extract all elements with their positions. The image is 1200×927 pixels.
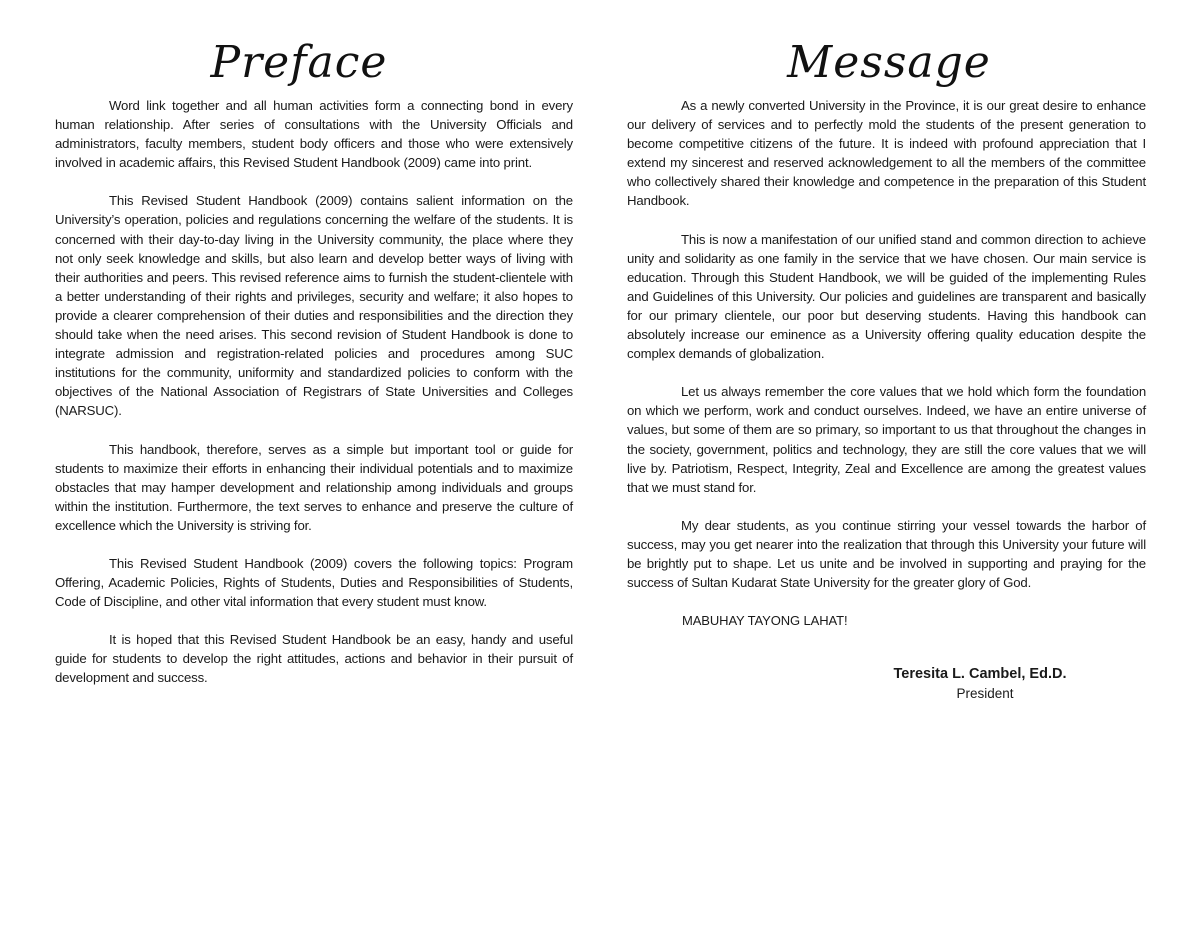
message-paragraph-1: As a newly converted University in the Province, it is our great desire to enhance our delivery of services and to perfectly mold the students of the present generation to become competitive citizens of the future. It is indeed with profound appreciation that I extend my sincerest and reserved acknowledgement to all the members of the committee who collectively shared their knowledge and competence in the preparation of this Student Handbook. — [627, 98, 1146, 209]
preface-paragraph-4: This Revised Student Handbook (2009) covers the following topics: Program Offering, Academic Policies, Rights of Students, Duties and Responsibilities of Students, Code of Discipline, and other vital information that every student must know. — [55, 555, 573, 610]
message-paragraph-3: Let us always remember the core values that we hold which form the foundation on which we perform, work and conduct ourselves. Indeed, we have an entire universe of values, but some of them are so primary, so important to us that throughout the changes in the society, government, politics and technology, they are still the core values that we will live by. Patriotism, Respect, Integrity, Zeal and Excellence are among the greatest values that we must stand for. — [627, 384, 1146, 495]
message-section — [627, 34, 1146, 630]
preface-paragraph-1: Word link together and all human activities form a connecting bond in every human relationship. After series of consultations with the University Officials and administrators, faculty members, student body officers and those who were extensively involved in academic affairs, this Revised Student Handbook (2009) came into print. — [55, 98, 573, 171]
preface-paragraph-2: This Revised Student Handbook (2009) contains salient information on the University’s operation, policies and regulations concerning the welfare of the students. It is concerned with their day-to-day living in the University community, the place where they not only seek knowledge and skills, but also learn and develop better ways of living with their authorities and peers. This revised reference aims to furnish the student-clientele with a better understanding of their rights and privileges, security and welfare; it also hopes to provide a clearer comprehension of their duties and responsibilities and the direction they should take when the need arises. This second revision of Student Handbook is done to integrate admission and registration-related policies and procedures among SUC institutions for the community, uniformity and standardized policies to conform with the objectives of the National Association of Registrars of State Universities and Colleges (NARSUC). — [55, 193, 573, 419]
message-paragraph-4: My dear students, as you continue stirring your vessel towards the harbor of success, may you get nearer into the realization that through this University your future will be brightly put to shape. Let us unite and be involved in supporting and praying for the success of Sultan Kudarat State University for the greater glory of God. — [627, 517, 1146, 591]
signatory-title: President — [956, 686, 1014, 701]
preface-paragraph-3: This handbook, therefore, serves as a simple but important tool or guide for students to maximize their efforts in enhancing their individual potentials and to maximize obstacles that may hamper development and relationship among individuals and groups within the institution. Furthermore, the text serves to enhance and preserve the culture of excellence which the University is striving for. — [55, 441, 573, 533]
preface-title: Preface — [210, 37, 388, 88]
signature-block — [885, 664, 1085, 703]
message-closing: MABUHAY TAYONG LAHAT! — [682, 613, 848, 629]
preface-section — [55, 34, 573, 707]
signatory-name: Teresita L. Cambel, Ed.D. — [893, 666, 1067, 682]
preface-paragraph-5: It is hoped that this Revised Student Handbook be an easy, handy and useful guide for students to develop the right attitudes, actions and behavior in their pursuit of development and success. — [55, 632, 573, 686]
message-paragraph-2: This is now a manifestation of our unified stand and common direction to achieve unity and solidarity as one family in the service that we have chosen. Our main service is education. Through this Student Handbook, we will be guided of the implementing Rules and Guidelines of this University. Our policies and guidelines are transparent and basically for our primary clientele, our poor but deserving students. Having this handbook can absolutely increase our eminence as a University offering quality education despite the complex demands of globalization. — [627, 231, 1146, 362]
message-title: Message — [787, 37, 991, 88]
